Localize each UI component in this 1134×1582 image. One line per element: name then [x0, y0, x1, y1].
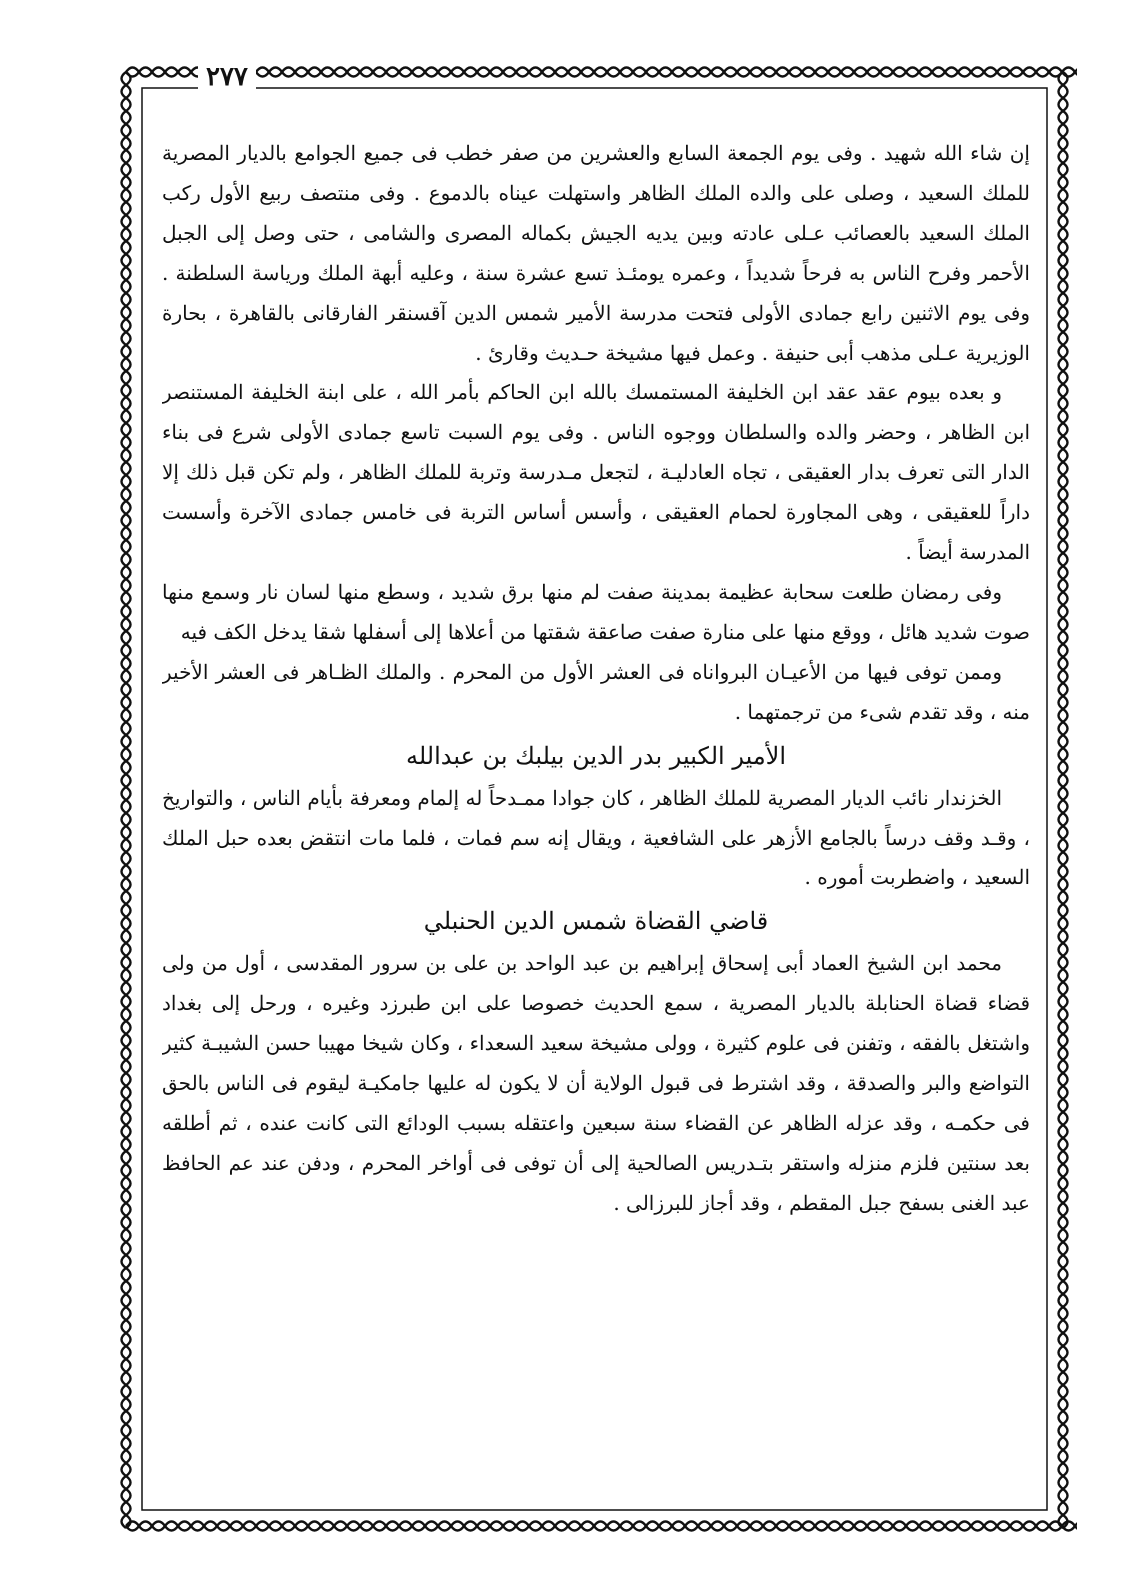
page-body: [162, 134, 1030, 1484]
biography-text: محمد ابن الشيخ العماد أبى إسحاق إبراهيم بن عبد الواحد بن على بن سرور المقدسى ، أول من ولى قضاء قضاة الحنابلة بالديار المصرية ، سمع الحديث خصوصا على ابن طبرزد وغيره ، ورحل إلى بغداد واشتغل بالفقه ، وتفنن فى علوم كثيرة ، وولى مشيخة سعيد السعداء ، وكان شيخا مهيبا حسن الشيبـة كثير التواضع والبر والصدقة ، وقد اشترط فى قبول الولاية أن لا يكون له عليها جامكيـة ليقوم فى الناس بالحق فى حكمـه ، وقد عزله الظاهر عن القضاء سنة سبعين واعتقله بسبب الودائع التى كانت عنده ، ثم أطلقه بعد سنتين فلزم منزله واستقر بتـدريس الصالحية إلى أن توفى فى أواخر المحرم ، ودفن عند عم الحافظ عبد الغنى بسفح جبل المقطم ، وقد أجاز للبرزالى .: [162, 951, 1030, 1215]
biography-heading: الأمير الكبير بدر الدين بيلبك بن عبدالله: [405, 741, 787, 770]
biography-text: الخزندار نائب الديار المصرية للملك الظاهر ، كان جوادا ممـدحاً له إلمام ومعرفة بأيام الناس ، والتواريخ ، وقـد وقف درساً بالجامع الأزهر على الشافعية ، ويقال إنه سم فمات ، فلما مات انتقض بعده حبل الملك السعيد ، واضطربت أموره .: [162, 785, 1030, 890]
biography-heading: قاضي القضاة شمس الدين الحنبلي: [423, 907, 769, 936]
page-number: ٢٧٧: [198, 62, 256, 92]
paragraph: وفى رمضان طلعت سحابة عظيمة بمدينة صفت لم منها برق شديد ، وسطع منها لسان نار وسمع منها صوت شديد هائل ، ووقع منها على منارة صفت صاعقة شقتها من أعلاها إلى أسفلها شقا يدخل الكف فيه: [162, 579, 1030, 644]
paragraph: وممن توفى فيها من الأعيـان البرواناه فى العشر الأول من المحرم . والملك الظـاهر فى العشر الأخير منه ، وقد تقدم شىء من ترجمتهما .: [162, 659, 1030, 724]
paragraph: إن شاء الله شهيد . وفى يوم الجمعة السابع والعشرين من صفر خطب فى جميع الجوامع بالديار المصرية للملك السعيد ، وصلى على والده الملك الظاهر واستهلت عيناه بالدموع . وفى منتصف ربيع الأول ركب الملك السعيد بالعصائب عـلى عادته وبين يديه الجيش بكماله المصرى والشامى ، حتى وصل إلى الجبل الأحمر وفرح الناس به فرحاً شديداً ، وعمره يومئـذ تسع عشرة سنة ، وعليه أبهة الملك ورياسة السلطنة . وفى يوم الاثنين رابع جمادى الأولى فتحت مدرسة الأمير شمس الدين آقسنقر الفارقانى بالقاهرة ، بحارة الوزيرية عـلى مذهب أبى حنيفة . وعمل فيها مشيخة حـديث وقارئ .: [162, 141, 1030, 365]
paragraph: و بعده بيوم عقد عقد ابن الخليفة المستمسك بالله ابن الحاكم بأمر الله ، على ابنة الخليفة المستنصر ابن الظاهر ، وحضر والده والسلطان ووجوه الناس . وفى يوم السبت تاسع جمادى الأولى شرع فى بناء الدار التى تعرف بدار العقيقى ، تجاه العادليـة ، لتجعل مـدرسة وتربة للملك الظاهر ، ولم تكن قبل ذلك إلا داراً للعقيقى ، وهى المجاورة لحمام العقيقى ، وأسس أساس التربة فى خامس جمادى الآخرة وأسست المدرسة أيضاً .: [162, 380, 1030, 565]
